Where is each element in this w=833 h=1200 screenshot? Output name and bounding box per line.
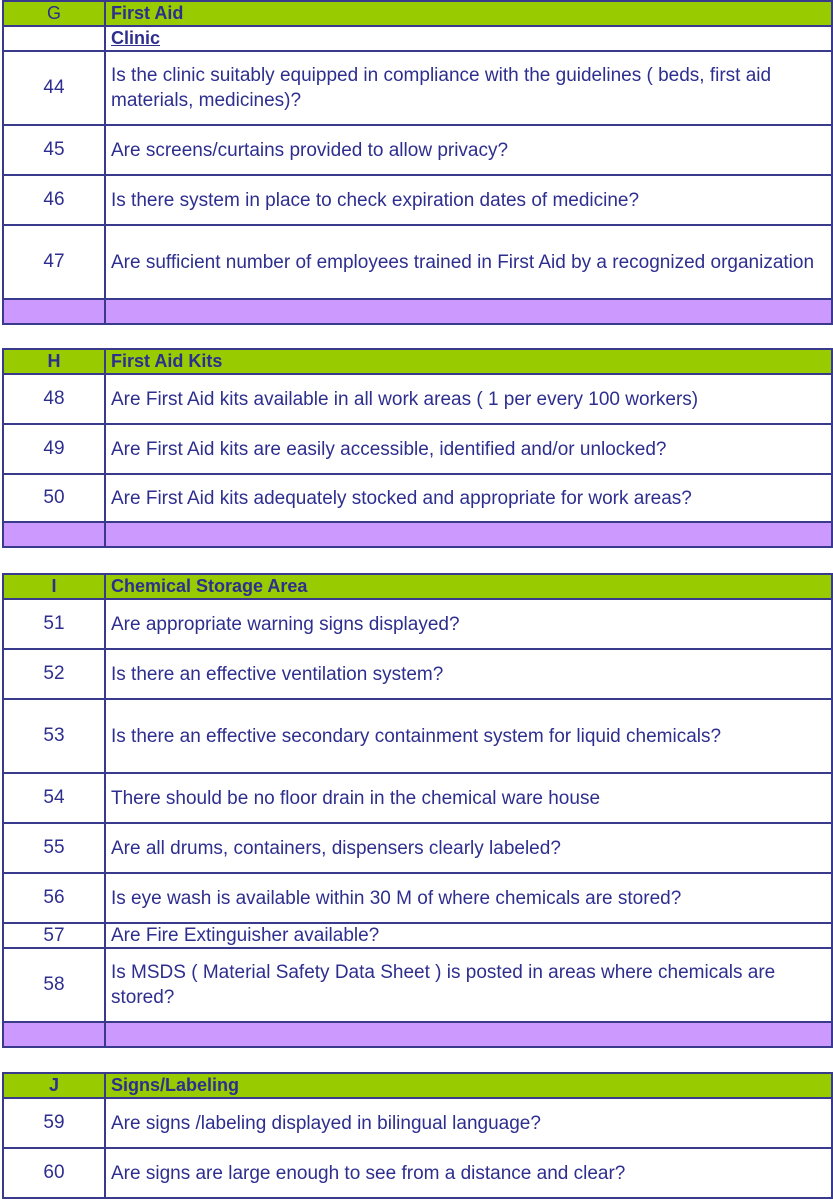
footer-cell: [104, 521, 833, 548]
table-row: [2, 872, 833, 924]
item-number: 50: [2, 473, 106, 523]
subheading-row: [2, 25, 833, 52]
item-number: 46: [2, 174, 106, 226]
section-footer: [2, 1021, 833, 1048]
item-number: 44: [2, 50, 106, 126]
table-row: [2, 473, 833, 523]
item-number: 58: [2, 947, 106, 1023]
item-question: Is MSDS ( Material Safety Data Sheet ) is posted in areas where chemicals are stored?: [104, 947, 833, 1023]
section-i: [2, 573, 833, 1049]
section-letter: J: [2, 1072, 106, 1099]
section-header: [2, 573, 833, 600]
table-row: [2, 922, 833, 949]
item-question: Is eye wash is available within 30 M of where chemicals are stored?: [104, 872, 833, 924]
table-row: [2, 698, 833, 774]
item-question: Are First Aid kits available in all work areas ( 1 per every 100 workers): [104, 373, 833, 425]
table-row: [2, 598, 833, 650]
section-letter: H: [2, 348, 106, 375]
section-header: [2, 348, 833, 375]
item-question: Are signs are large enough to see from a distance and clear?: [104, 1147, 833, 1199]
footer-cell: [2, 521, 106, 548]
section-j: [2, 1072, 833, 1200]
subheading: Clinic: [104, 25, 833, 52]
item-number: 52: [2, 648, 106, 700]
item-question: Are signs /labeling displayed in bilingual language?: [104, 1097, 833, 1149]
item-question: Is there system in place to check expiration dates of medicine?: [104, 174, 833, 226]
item-question: Is there an effective secondary containment system for liquid chemicals?: [104, 698, 833, 774]
item-question: Is the clinic suitably equipped in compliance with the guidelines ( beds, first aid materials, medicines)?: [104, 50, 833, 126]
item-question: Are all drums, containers, dispensers clearly labeled?: [104, 822, 833, 874]
item-number: 45: [2, 124, 106, 176]
table-row: [2, 124, 833, 176]
item-question: Are appropriate warning signs displayed?: [104, 598, 833, 650]
section-header: [2, 1072, 833, 1099]
table-row: [2, 373, 833, 425]
table-row: [2, 947, 833, 1023]
section-h: [2, 348, 833, 550]
table-row: [2, 772, 833, 824]
item-question: Are First Aid kits adequately stocked and appropriate for work areas?: [104, 473, 833, 523]
item-question: Is there an effective ventilation system?: [104, 648, 833, 700]
footer-cell: [2, 298, 106, 325]
section-title: First Aid Kits: [104, 348, 833, 375]
item-number: 47: [2, 224, 106, 300]
table-row: [2, 50, 833, 126]
footer-cell: [104, 298, 833, 325]
section-g: [2, 0, 833, 326]
item-number: 55: [2, 822, 106, 874]
footer-cell: [2, 1021, 106, 1048]
section-footer: [2, 298, 833, 325]
table-row: [2, 423, 833, 475]
item-number: 51: [2, 598, 106, 650]
footer-cell: [104, 1021, 833, 1048]
section-title: First Aid: [104, 0, 833, 27]
table-row: [2, 822, 833, 874]
section-title: Chemical Storage Area: [104, 573, 833, 600]
item-question: There should be no floor drain in the chemical ware house: [104, 772, 833, 824]
item-question: Are screens/curtains provided to allow privacy?: [104, 124, 833, 176]
table-row: [2, 174, 833, 226]
section-header: [2, 0, 833, 27]
empty-cell: [2, 25, 106, 52]
item-number: 53: [2, 698, 106, 774]
table-row: [2, 648, 833, 700]
table-row: [2, 1097, 833, 1149]
table-row: [2, 224, 833, 300]
item-number: 57: [2, 922, 106, 949]
item-question: Are sufficient number of employees trained in First Aid by a recognized organization: [104, 224, 833, 300]
item-number: 59: [2, 1097, 106, 1149]
table-row: [2, 1147, 833, 1199]
item-number: 60: [2, 1147, 106, 1199]
item-question: Are First Aid kits are easily accessible, identified and/or unlocked?: [104, 423, 833, 475]
section-footer: [2, 521, 833, 548]
section-letter: G: [2, 0, 106, 27]
section-letter: I: [2, 573, 106, 600]
item-number: 48: [2, 373, 106, 425]
section-title: Signs/Labeling: [104, 1072, 833, 1099]
item-number: 56: [2, 872, 106, 924]
item-question: Are Fire Extinguisher available?: [104, 922, 833, 949]
item-number: 54: [2, 772, 106, 824]
item-number: 49: [2, 423, 106, 475]
